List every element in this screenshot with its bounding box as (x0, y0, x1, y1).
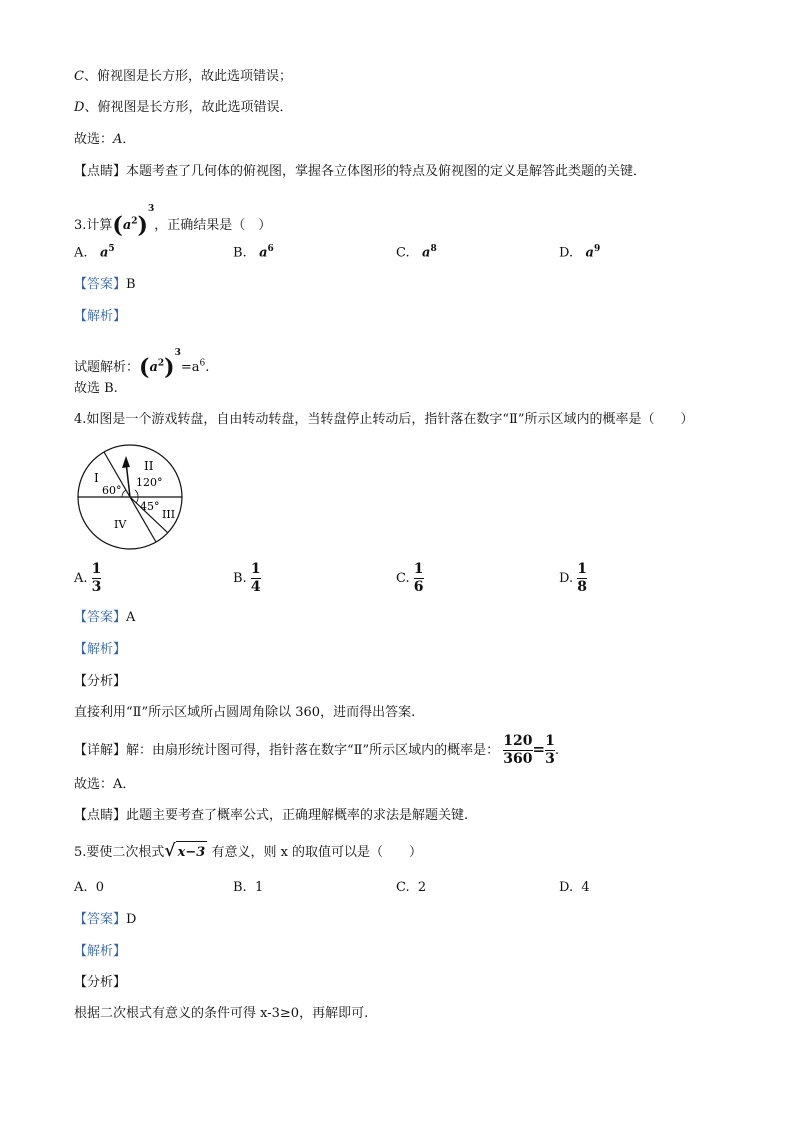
q2-choice (74, 131, 135, 149)
q4-option-a (74, 562, 101, 595)
q2-option-c-explanation (74, 68, 292, 86)
solution-prefix: 试题解析： (74, 360, 140, 375)
q3-option-c: C. $a^8$ (396, 244, 437, 261)
region-label-ii: II (144, 459, 154, 473)
q4-answer (74, 609, 135, 627)
explanation-text: 、俯视图是长方形，故此选项错误； (83, 69, 292, 84)
choice-end: ． (122, 132, 136, 147)
option-label: C. (396, 571, 410, 586)
option-label: D. (559, 245, 574, 261)
solution-result: =a (180, 360, 200, 375)
region-label-i: I (94, 471, 99, 485)
q5-option-d: D. 4 (559, 880, 590, 895)
q3-analysis-tag: 【解析】 (74, 309, 127, 324)
q3-option-a: A. $a^5$ (74, 244, 115, 261)
q5-option-a: A. 0 (74, 880, 105, 895)
region-label-iv: IV (114, 518, 127, 531)
tip-text: 此题主要考查了概率公式，正确理解概率的求法是解题关键. (126, 808, 469, 823)
q3-suffix: ，正确结果是（ ） (154, 218, 272, 233)
angle-arc-120 (135, 490, 138, 497)
angle-label-45: 45° (140, 500, 160, 513)
detail-tag: 【详解】 (74, 743, 127, 758)
q4-choice: 故选：A． (74, 777, 136, 792)
option-letter: C (74, 69, 84, 84)
q4-fenxi-text: 直接利用“Ⅱ”所示区域所占圆周角除以 360，进而得出答案. (74, 705, 416, 720)
detail-text: 解：由扇形统计图可得，指针落在数字“Ⅱ”所示区域内的概率是： (126, 743, 500, 758)
q4-detail: 【详解】解：由扇形统计图可得，指针落在数字“Ⅱ”所示区域内的概率是： $\frac{120}{360}$ = $\frac{1}{3}$ . (74, 733, 559, 767)
angle-arc-60 (122, 490, 126, 497)
region-label-iii: III (162, 508, 176, 521)
radical-sign: √ (164, 841, 176, 861)
pointer-arrowhead (122, 456, 130, 468)
q3-solution: 试题解析：$(a^2)^3=a^6$. (74, 348, 210, 381)
angle-label-60: 60° (102, 484, 122, 497)
option-label: B. (233, 571, 247, 586)
q5-analysis-tag: 【解析】 (74, 944, 127, 959)
q5-fenxi-text: 根据二次根式有意义的条件可得 x-3≥0，再解即可. (74, 1006, 369, 1021)
q4-tip (74, 807, 468, 825)
q4-option-c (396, 562, 424, 595)
fraction: $\frac{1}{8}$ (577, 561, 587, 595)
option-label: A. (74, 571, 88, 586)
tip-text: 本题考查了几何体的俯视图，掌握各立体图形的特点及俯视图的定义是解答此类题的关键． (126, 164, 647, 179)
q5-stem: 5.要使二次根式√ x−3 有意义，则 x 的取值可以是（ ） (74, 840, 422, 864)
answer-value: B (126, 277, 136, 292)
fraction: $\frac{1}{4}$ (250, 561, 261, 595)
tip-tag: 【点睛】 (74, 808, 127, 823)
q3-option-b: B. $a^6$ (233, 244, 274, 261)
q5-answer (74, 911, 136, 929)
q4-fenxi-tag: 【分析】 (74, 674, 127, 689)
fraction: $\frac{1}{3}$ (91, 561, 102, 595)
q2-tip (74, 163, 646, 181)
q3-option-d: D. $a^9$ (559, 244, 601, 261)
q3-choice: 故选 B. (74, 381, 118, 396)
q4-option-b (233, 562, 261, 595)
option-label: D. (559, 571, 574, 586)
angle-label-120: 120° (136, 476, 163, 489)
choice-letter: A (113, 132, 123, 147)
q3-base: a (122, 218, 132, 233)
q3-prefix: 3.计算 (74, 218, 113, 233)
choice-prefix: 故选： (74, 132, 114, 147)
answer-tag: 【答案】 (74, 610, 127, 625)
q5-option-c: C. 2 (396, 880, 427, 895)
option-letter: D (74, 100, 85, 115)
fraction-120-360: $\frac{120}{360}$ (503, 733, 533, 767)
q4-stem: 4.如图是一个游戏转盘，自由转动转盘，当转盘停止转动后，指针落在数字“Ⅱ”所示区域内的概率是（ ） (74, 412, 694, 427)
q3-answer (74, 276, 136, 294)
radicand: x−3 (176, 841, 208, 864)
q3-stem: 3.计算$(a^2)^3$，正确结果是（ ） (74, 204, 272, 239)
angle-arc-45 (136, 497, 138, 503)
q5-fenxi-tag: 【分析】 (74, 975, 127, 990)
q2-option-d-explanation (74, 99, 292, 117)
q3-outer-exp: 3 (147, 204, 155, 214)
option-label: C. (396, 245, 410, 261)
explanation-text: 、俯视图是长方形，故此选项错误． (84, 100, 293, 115)
fraction-1-3: $\frac{1}{3}$ (545, 733, 555, 767)
answer-value: A (126, 610, 136, 625)
q4-analysis-tag: 【解析】 (74, 642, 127, 657)
q5-option-b: B. 1 (233, 880, 264, 895)
answer-tag: 【答案】 (74, 277, 127, 292)
q4-option-d (559, 562, 587, 595)
q3-inner-exp: 2 (131, 216, 138, 227)
fraction: $\frac{1}{6}$ (413, 561, 424, 595)
tip-tag: 【点睛】 (74, 164, 127, 179)
answer-value: D (126, 912, 137, 927)
option-label: B. (233, 245, 247, 261)
spinner-diagram (74, 438, 194, 558)
answer-tag: 【答案】 (74, 912, 127, 927)
option-label: A. (74, 245, 88, 261)
